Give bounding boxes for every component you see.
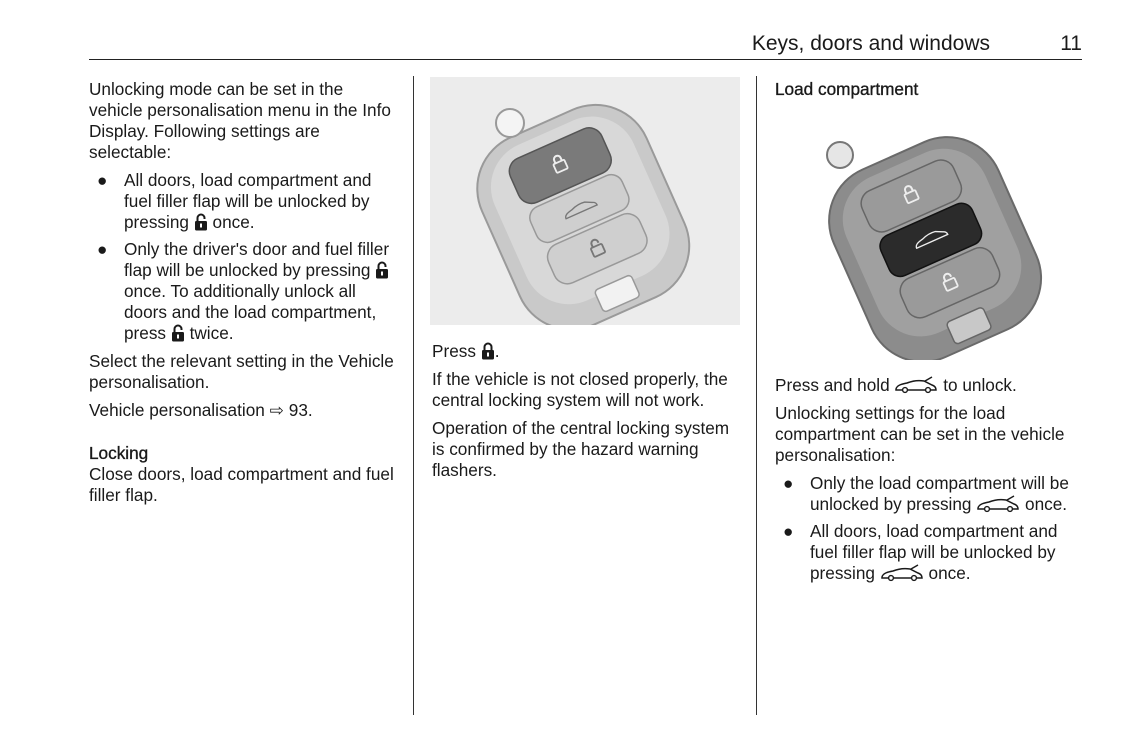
not-closed-paragraph: If the vehicle is not closed properly, the central locking system will not work. [432,369,728,410]
release-button [496,109,524,137]
select-paragraph: Select the relevant setting in the Vehicle personalisation. [89,351,394,392]
list-item [775,521,1085,584]
intro-paragraph: Unlocking mode can be set in the vehicle personalisation menu in the Info Display. Following settings are selectable: [89,79,391,162]
unlock-icon [375,261,389,279]
column-middle [432,341,737,488]
unlock-icon [171,324,185,342]
car-trunk-icon [880,564,924,582]
press-instruction [432,341,737,362]
bullet: ● [97,170,108,190]
cross-reference-arrow-icon: ⇨ [269,400,284,420]
list-item [89,239,401,344]
list-item [775,473,1085,515]
page-title: Keys, doors and windows [751,32,990,55]
list-item-text: once. [1025,494,1068,514]
column-divider [413,76,414,715]
cross-reference[interactable] [89,400,401,421]
column-divider [756,76,757,715]
unlock-icon [194,213,208,231]
press-hold-instruction [775,375,1085,396]
column-right-body [775,375,1085,591]
lock-icon [481,342,495,360]
column-left [89,79,401,513]
press-end: . [494,341,500,361]
list-item-text: Only the load compartment will be unlocked by pressing [810,473,1069,514]
car-trunk-icon [976,495,1020,513]
column-right [775,79,1085,100]
list-item-text: All doors, load compartment and fuel filler flap will be unlocked by pressing [124,170,372,232]
unlock-mode-list [89,170,401,344]
locking-heading: Locking [89,443,149,463]
press-hold-end: to unlock. [943,375,1017,395]
bullet: ● [783,521,794,541]
list-item-text: Only the driver's door and fuel filler flap will be unlocked by pressing [124,239,390,280]
cross-reference-label: Vehicle personalisation [89,400,265,420]
list-item-text: All doors, load compartment and fuel filler flap will be unlocked by pressing [810,521,1058,583]
key-fob-lock-figure [430,77,740,325]
confirm-paragraph: Operation of the central locking system is confirmed by the hazard warning flashers. [432,418,730,480]
bullet: ● [783,473,794,493]
list-item-text: once. [212,212,255,232]
bullet: ● [97,239,108,259]
list-item-text: once. [928,563,971,583]
list-item-text: once. To additionally unlock all doors and the load compartment, press [124,281,377,343]
page-number: 11 [1060,32,1082,55]
header-divider [89,59,1082,60]
cross-reference-page: 93. [288,400,313,420]
key-fob-trunk-figure [790,110,1070,360]
press-hold-label: Press and hold [775,375,890,395]
locking-paragraph: Close doors, load compartment and fuel filler flap. [89,464,394,505]
load-compartment-heading: Load compartment [775,79,919,99]
car-trunk-icon [894,376,938,394]
release-button [827,142,853,168]
press-label: Press [432,341,476,361]
list-item-text: twice. [189,323,234,343]
list-item [89,170,401,233]
trunk-unlock-list [775,473,1085,584]
settings-paragraph: Unlocking settings for the load compartment can be set in the vehicle personalisation: [775,403,1065,465]
